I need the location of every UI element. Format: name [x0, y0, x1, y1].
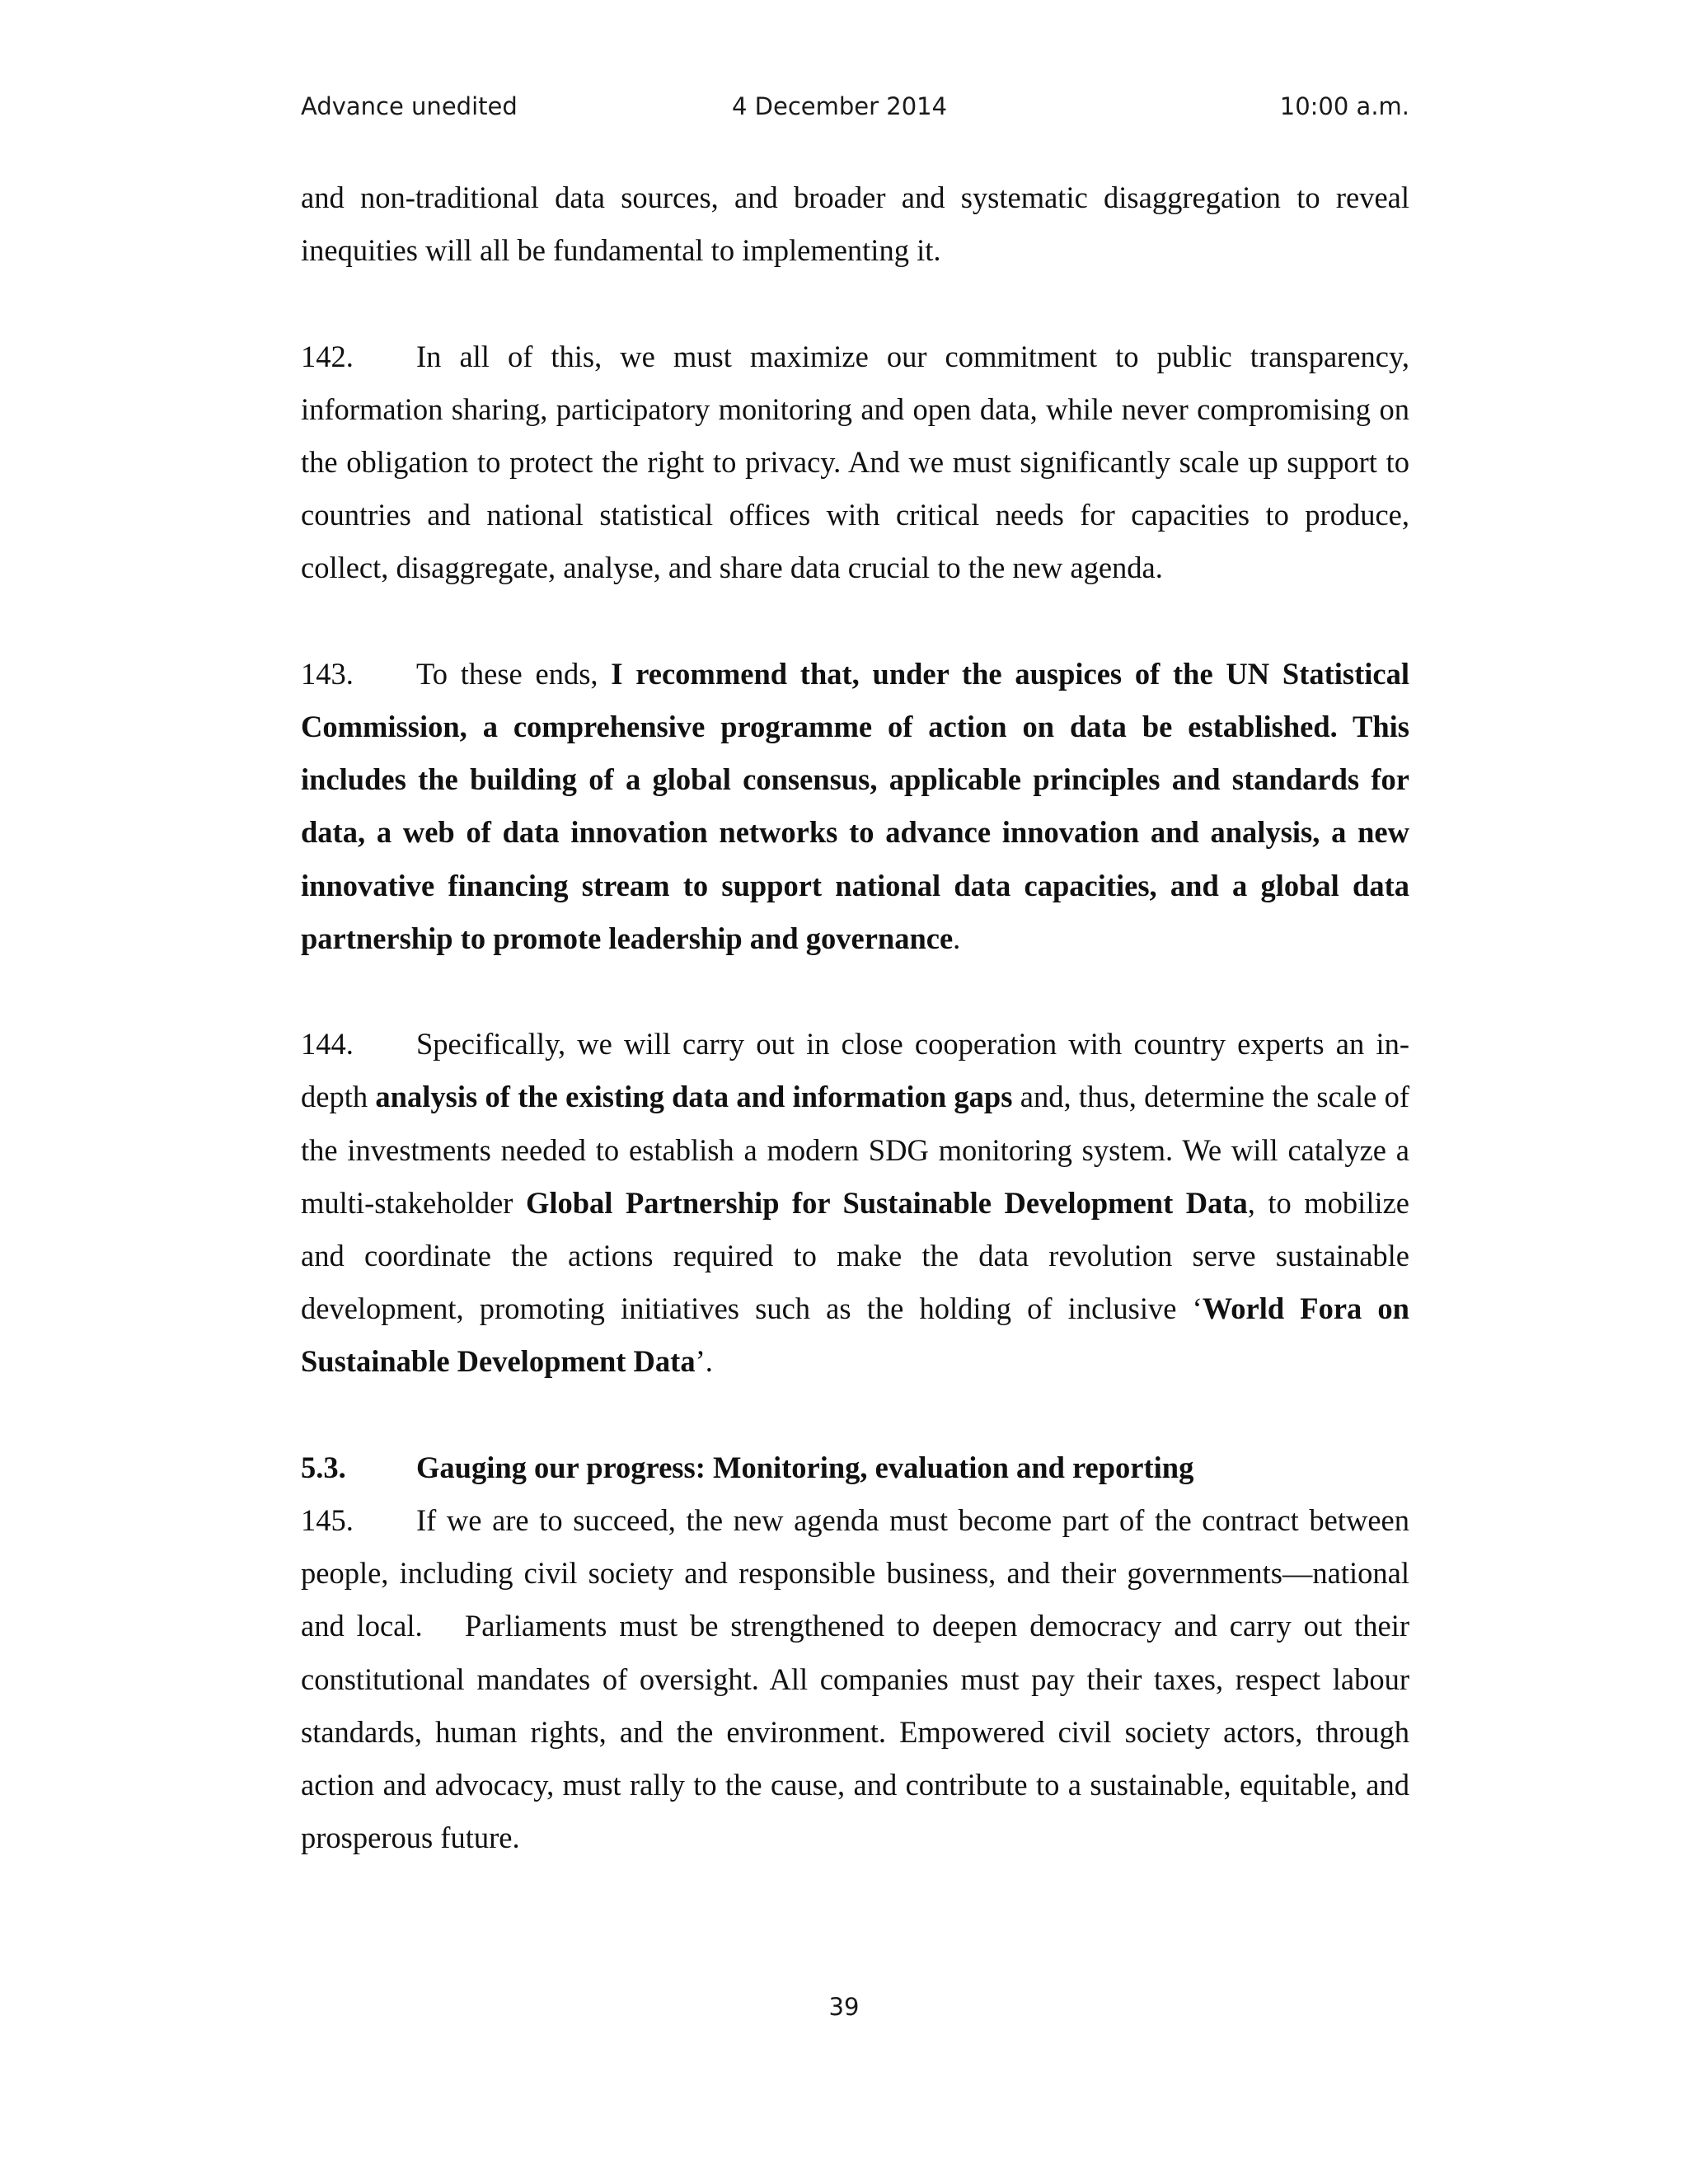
paragraph-number: 145. [301, 1503, 354, 1538]
paragraph-number: 144. [301, 1027, 354, 1062]
paragraph-text: ’. [695, 1344, 713, 1379]
paragraph-text: To these ends, [416, 656, 612, 691]
paragraph-text: In all of this, we must maximize our commitment to public transparency, information sharing, participatory monitoring and open data, while never compromising on the obligation to protect the right to privacy. And we must significantly scale up support to countries and national statistical offices with critical needs for capacities to produce, collect, disaggregate, analyse, and share data crucial to the new agenda. [301, 339, 1409, 585]
header-status: Advance unedited [301, 92, 518, 120]
paragraph-145 [301, 1494, 1409, 1864]
paragraph-text: and, thus, determine the scale of the investments needed to establish a modern SDG monitoring system. We will catalyze a multi-stakeholder [301, 1080, 1410, 1220]
recommendation-text: I recommend that, under the auspices of the UN Statistical Commission, a comprehensive programme of action on data be established. This includes the building of a global consensus, applicable principles and standards for data, a web of data innovation networks to advance innovation and analysis, a new innovative financing stream to support national data capacities, and a global data partnership to promote leadership and governance [301, 656, 1409, 955]
paragraph-text: If we are to succeed, the new agenda must become part of the contract between people, including civil society and responsible business, and their governments—national and local. Parliaments must be strengthened to deepen democracy and carry out their constitutional mandates of oversight. All companies must pay their taxes, respect labour standards, human rights, and the environment. Empowered civil society actors, through action and advocacy, must rally to the cause, and contribute to a sustainable, equitable, and prosperous future. [301, 1503, 1409, 1855]
header-date: 4 December 2014 [732, 92, 948, 120]
paragraph-144 [301, 1018, 1409, 1388]
page-number: 39 [828, 1993, 860, 2021]
paragraph-text: Specifically, we will carry out in close cooperation with country experts an in-depth [301, 1027, 1409, 1114]
section-title: Gauging our progress: Monitoring, evaluation and reporting [416, 1450, 1194, 1484]
paragraph-number: 142. [301, 339, 354, 373]
section-number: 5.3. [301, 1450, 346, 1484]
paragraph-142 [301, 330, 1409, 595]
paragraph-number: 143. [301, 656, 354, 691]
emphasis-text: Global Partnership for Sustainable Development Data [525, 1185, 1248, 1220]
continuation-text: and non-traditional data sources, and broader and systematic disaggregation to reveal inequities will all be fundamental to implementing it. [301, 180, 1409, 268]
header-time: 10:00 a.m. [1279, 92, 1409, 120]
emphasis-text: analysis of the existing data and information gaps [375, 1080, 1013, 1114]
emphasis-text: World Fora on Sustainable Development Data [301, 1291, 1409, 1379]
document-body [301, 171, 1409, 1864]
continuation-paragraph [301, 171, 1409, 277]
paragraph-text: , to mobilize and coordinate the actions required to make the data revolution serve sustainable development, promoting initiatives such as the holding of inclusive ‘ [301, 1185, 1409, 1326]
page-header [301, 92, 1409, 129]
section-heading [301, 1441, 1409, 1494]
paragraph-end: . [953, 921, 961, 955]
paragraph-143 [301, 648, 1409, 965]
